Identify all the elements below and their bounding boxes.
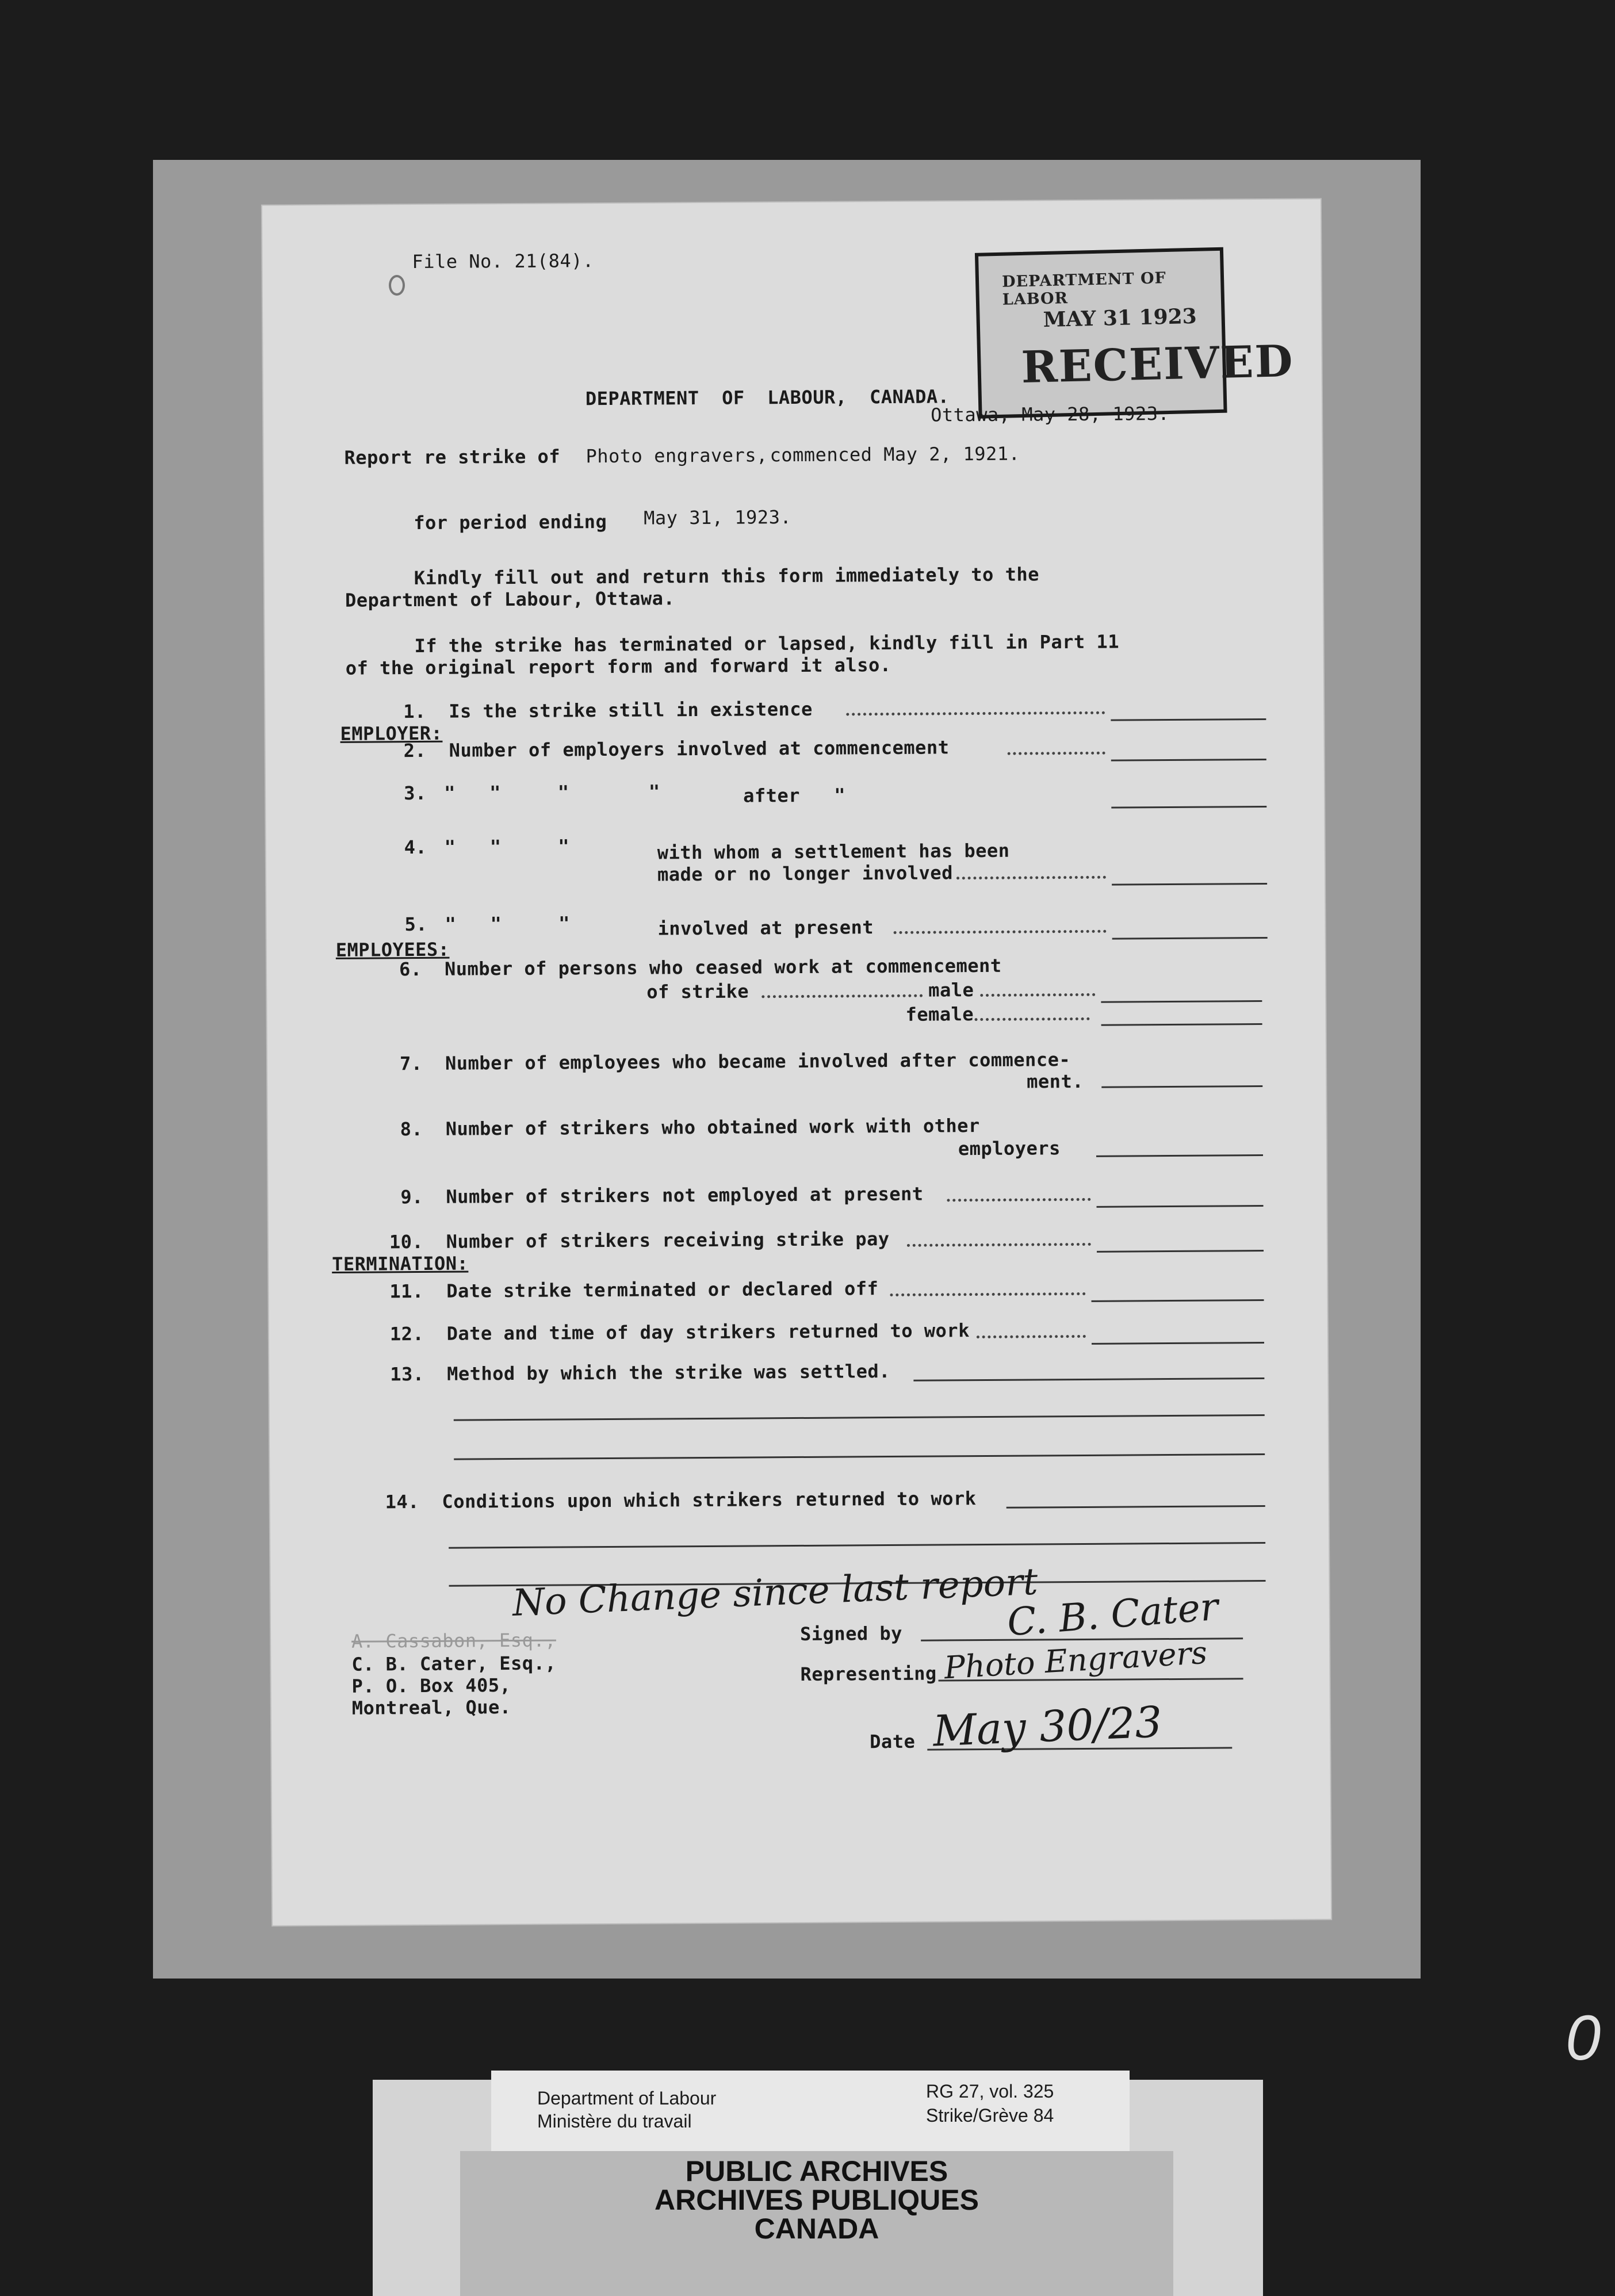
question-6-male: male <box>928 979 974 1001</box>
question-4-ditto: " " " <box>444 835 570 858</box>
question-8-line2: employers <box>958 1137 1061 1160</box>
form-sheet <box>262 199 1331 1925</box>
question-1: 1. Is the strike still in existence <box>403 698 813 723</box>
handwritten-signature: C. B. Cater <box>1005 1584 1220 1645</box>
answer-line-3 <box>1111 806 1266 809</box>
public-archives-line1: PUBLIC ARCHIVES <box>685 2155 948 2187</box>
leader-dots <box>956 876 1106 880</box>
answer-line-5 <box>1112 937 1268 940</box>
question-6-female: female <box>905 1003 974 1025</box>
frame-number: 0 <box>1566 2003 1601 2073</box>
question-7-line1: 7. Number of employees who became involved after commence- <box>399 1048 1071 1075</box>
answer-line-6-female <box>1101 1023 1262 1026</box>
answer-line-14b <box>449 1542 1265 1549</box>
question-3-text: after " <box>743 784 846 807</box>
leader-dots <box>846 711 1105 716</box>
label-rg: RG 27, vol. 325 <box>926 2081 1054 2102</box>
label-dept-en: Department of Labour <box>537 2088 717 2109</box>
section-employer: EMPLOYER: <box>340 722 443 745</box>
answer-line-9 <box>1097 1205 1264 1208</box>
date-label: Date <box>870 1730 916 1753</box>
question-6-line1: 6. Number of persons who ceased work at commencement <box>399 954 1002 981</box>
answer-line-10 <box>1097 1250 1264 1253</box>
answer-line-12 <box>1092 1342 1264 1345</box>
report-trade: Photo engravers, <box>585 444 768 468</box>
answer-line-4 <box>1112 883 1267 886</box>
stamp-department: DEPARTMENT OF LABOR <box>1001 269 1167 309</box>
public-archives-line2: ARCHIVES PUBLIQUES <box>655 2184 979 2216</box>
question-10: 10. Number of strikers receiving strike pay <box>389 1228 890 1253</box>
representing-label: Representing <box>800 1662 937 1685</box>
period-label: for period ending <box>414 510 607 534</box>
leader-dots <box>980 993 1095 997</box>
question-3-number: 3. <box>404 782 427 805</box>
answer-line-8 <box>1096 1154 1263 1157</box>
question-11: 11. Date strike terminated or declared off <box>389 1277 879 1303</box>
handwritten-date: May 30/23 <box>932 1697 1164 1757</box>
received-stamp <box>975 247 1295 419</box>
instruction-1a: Kindly fill out and return this form immediately to the <box>414 563 1040 590</box>
leader-dots <box>977 1335 1086 1338</box>
question-14: 14. Conditions upon which strikers returned to work <box>385 1487 977 1513</box>
answer-line-13c <box>454 1453 1265 1460</box>
address-city: Montreal, Que. <box>351 1696 511 1719</box>
place-date: Ottawa, May 28, 1923. <box>931 403 1170 426</box>
section-employees: EMPLOYEES: <box>335 938 450 961</box>
leader-dots <box>761 994 923 998</box>
answer-line-1 <box>1111 718 1266 721</box>
answer-line-14a <box>1006 1505 1265 1509</box>
answer-line-2 <box>1111 759 1266 761</box>
question-4-line1: with whom a settlement has been <box>657 839 1010 864</box>
punch-hole <box>389 275 405 296</box>
report-prefix: Report re strike of <box>344 445 561 469</box>
leader-dots <box>975 1017 1090 1021</box>
label-strike: Strike/Grève 84 <box>926 2105 1054 2126</box>
department-heading: DEPARTMENT OF LABOUR, CANADA. <box>585 385 950 410</box>
section-termination: TERMINATION: <box>332 1252 469 1275</box>
question-5-text: involved at present <box>657 916 874 940</box>
instruction-2a: If the strike has terminated or lapsed, kindly fill in Part 11 <box>414 630 1120 657</box>
leader-dots <box>890 1292 1085 1296</box>
question-12: 12. Date and time of day strikers returned to work <box>389 1319 970 1345</box>
question-13: 13. Method by which the strike was settled. <box>390 1360 891 1386</box>
question-5-ditto: " " " <box>445 912 571 935</box>
signed-by-label: Signed by <box>799 1622 903 1645</box>
address-box: P. O. Box 405, <box>351 1674 511 1697</box>
answer-line-13b <box>454 1414 1265 1421</box>
answer-line-11 <box>1092 1299 1264 1302</box>
address-crossed: A. Cassabon, Esq., <box>351 1629 557 1652</box>
question-6-line2: of strike <box>646 980 749 1003</box>
public-archives-line3: CANADA <box>754 2213 879 2245</box>
question-4-line2: made or no longer involved <box>657 862 954 886</box>
answer-line-7 <box>1101 1085 1262 1088</box>
instruction-1b: Department of Labour, Ottawa. <box>345 587 675 611</box>
question-4-number: 4. <box>404 836 427 859</box>
leader-dots <box>947 1198 1090 1202</box>
question-2: 2. Number of employers involved at commencement <box>403 736 950 762</box>
handwritten-note: No Change since last report <box>511 1560 1039 1625</box>
question-9: 9. Number of strikers not employed at present <box>400 1183 924 1208</box>
question-5-number: 5. <box>404 913 428 936</box>
answer-line-13a <box>913 1377 1264 1382</box>
stamp-received: RECEIVED <box>1020 335 1295 393</box>
answer-line-6-male <box>1101 1000 1262 1003</box>
file-number: File No. 21(84). <box>412 250 594 273</box>
question-8-line1: 8. Number of strikers who obtained work with other <box>400 1115 980 1141</box>
question-3-ditto: " " " " <box>444 780 660 804</box>
question-7-line2: ment. <box>1027 1070 1084 1093</box>
leader-dots <box>907 1243 1091 1247</box>
stamp-date: MAY 31 1923 <box>1043 304 1197 332</box>
period-value: May 31, 1923. <box>644 506 792 529</box>
label-dept-fr: Ministère du travail <box>537 2111 692 2132</box>
handwritten-representing: Photo Engravers <box>943 1634 1208 1686</box>
report-commenced: commenced May 2, 1921. <box>770 442 1020 466</box>
instruction-2b: of the original report form and forward it also. <box>345 653 891 679</box>
leader-dots <box>894 930 1107 934</box>
leader-dots <box>1008 752 1105 755</box>
address-name: C. B. Cater, Esq., <box>351 1652 557 1675</box>
